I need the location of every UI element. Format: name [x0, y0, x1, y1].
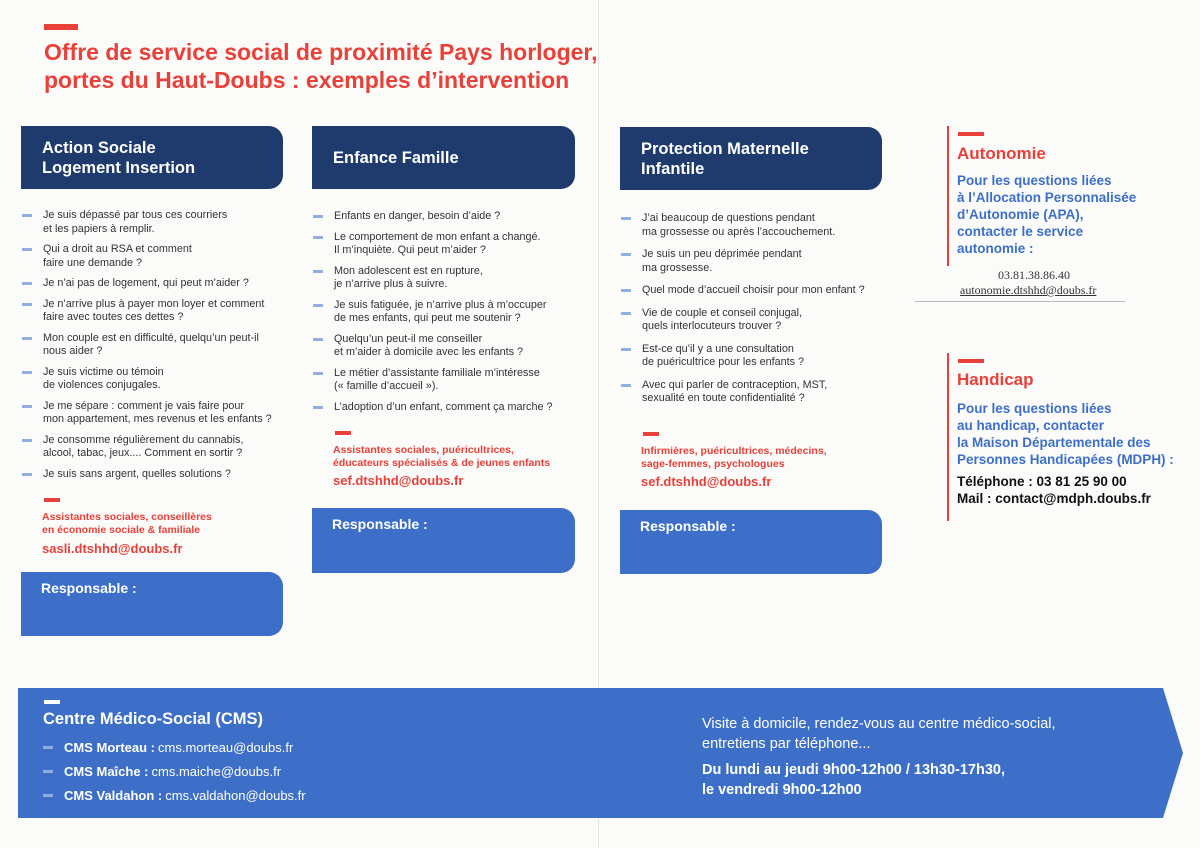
cms-hours: Du lundi au jeudi 9h00-12h00 / 13h30-17h30, le vendredi 9h00-12h00	[702, 762, 1005, 798]
dash-bullet-icon	[621, 289, 631, 292]
email-enfance-famille[interactable]: sef.dtshhd@doubs.fr	[333, 473, 464, 488]
list-item: Je suis sans argent, quelles solutions ?	[22, 468, 292, 482]
dash-bullet-icon	[313, 270, 323, 273]
list-item: Mon adolescent est en rupture, je n’arrive plus à suivre.	[313, 265, 583, 292]
email-action-sociale[interactable]: sasli.dtshhd@doubs.fr	[42, 541, 183, 556]
list-item: Je suis un peu déprimée pendant ma grossesse.	[621, 248, 891, 275]
autonomie-text: Pour les questions liées à l’Allocation Personnalisée d’Autonomie (APA), contacter le service autonomie :	[957, 173, 1137, 256]
header-enfance-famille-label: Enfance Famille	[333, 148, 459, 167]
cms-email[interactable]: cms.valdahon@doubs.fr	[165, 788, 306, 803]
cms-item-morteau	[43, 740, 293, 755]
handicap-mail-label: Mail :	[957, 491, 992, 506]
cms-item-maiche	[43, 764, 281, 779]
handicap-phone: 03 81 25 90 00	[1036, 474, 1127, 489]
autonomie-accent-bar	[958, 132, 984, 136]
dash-bullet-icon	[22, 282, 32, 285]
email-pmi[interactable]: sef.dtshhd@doubs.fr	[641, 474, 772, 489]
dash-bullet-icon	[621, 384, 631, 387]
dash-bullet-icon	[313, 372, 323, 375]
staff-action-sociale: Assistantes sociales, conseillères en économie sociale & familiale	[42, 511, 212, 536]
list-item: Vie de couple et conseil conjugal, quels interlocuteurs trouver ?	[621, 307, 891, 334]
dash-bullet-icon	[621, 348, 631, 351]
list-item: Je suis fatiguée, je n’arrive plus à m’occuper de mes enfants, qui peut me soutenir ?	[313, 299, 583, 326]
list-item: L’adoption d’un enfant, comment ça marche ?	[313, 401, 583, 415]
dash-bullet-icon	[313, 338, 323, 341]
header-action-sociale-label: Action Sociale Logement Insertion	[42, 138, 196, 177]
dash-bullet-icon	[621, 253, 631, 256]
list-enfance-famille	[313, 210, 583, 414]
header-pmi-label: Protection Maternelle Infantile	[641, 139, 809, 178]
list-action-sociale	[22, 209, 292, 481]
responsable-label: Responsable :	[640, 518, 736, 534]
handicap-mail[interactable]: contact@mdph.doubs.fr	[995, 491, 1151, 506]
list-item: Le métier d’assistante familiale m’intéresse (« famille d’accueil »).	[313, 367, 583, 394]
list-item: Quel mode d’accueil choisir pour mon enfant ?	[621, 284, 891, 298]
dash-bullet-icon	[313, 215, 323, 218]
dash-bullet-icon	[621, 312, 631, 315]
handicap-phone-line	[957, 474, 1127, 489]
page-title: Offre de service social de proximité Pays horloger, portes du Haut-Doubs : exemples d’intervention	[44, 39, 598, 93]
list-item: Quelqu’un peut-il me conseiller et m’aider à domicile avec les enfants ?	[313, 333, 583, 360]
staff-accent-bar	[643, 432, 659, 436]
list-item: Avec qui parler de contraception, MST, sexualité en toute confidentialité ?	[621, 379, 891, 406]
cms-item-valdahon	[43, 788, 306, 803]
cms-accent-bar	[44, 700, 60, 704]
title-accent-bar	[44, 24, 78, 30]
dash-bullet-icon	[22, 439, 32, 442]
header-enfance-famille	[312, 126, 575, 189]
responsable-label: Responsable :	[41, 580, 137, 596]
staff-accent-bar	[44, 498, 60, 502]
cms-visit-text: Visite à domicile, rendez-vous au centre médico-social, entretiens par téléphone...	[702, 716, 1056, 752]
dash-bullet-icon	[43, 746, 53, 749]
dash-bullet-icon	[621, 217, 631, 220]
autonomie-phone: 03.81.38.86.40	[998, 268, 1070, 282]
list-item: Je me sépare : comment je vais faire pour mon appartement, mes revenus et les enfants ?	[22, 400, 292, 427]
staff-accent-bar	[335, 431, 351, 435]
dash-bullet-icon	[22, 405, 32, 408]
dash-bullet-icon	[22, 337, 32, 340]
staff-enfance-famille: Assistantes sociales, puéricultrices, éducateurs spécialisés & de jeunes enfants	[333, 444, 551, 469]
responsable-box-enfance-famille	[312, 508, 575, 573]
list-pmi	[621, 212, 891, 406]
list-item: Je n’arrive plus à payer mon loyer et comment faire avec toutes ces dettes ?	[22, 298, 292, 325]
dash-bullet-icon	[43, 794, 53, 797]
cms-email[interactable]: cms.maiche@doubs.fr	[151, 764, 282, 779]
list-item: Je n’ai pas de logement, qui peut m’aider ?	[22, 277, 292, 291]
handicap-accent-bar	[958, 359, 984, 363]
handicap-phone-label: Téléphone :	[957, 474, 1033, 489]
dash-bullet-icon	[22, 248, 32, 251]
list-item: Je suis victime ou témoin de violences conjugales.	[22, 366, 292, 393]
list-item: Je suis dépassé par tous ces courriers et les papiers à remplir.	[22, 209, 292, 236]
header-action-sociale	[21, 126, 283, 189]
cms-name: CMS Maîche :	[64, 764, 149, 779]
staff-pmi: Infirmières, puéricultrices, médecins, sage-femmes, psychologues	[641, 445, 827, 470]
dash-bullet-icon	[22, 214, 32, 217]
list-item: Enfants en danger, besoin d’aide ?	[313, 210, 583, 224]
cms-email[interactable]: cms.morteau@doubs.fr	[158, 740, 294, 755]
handicap-mail-line	[957, 491, 1151, 506]
dash-bullet-icon	[313, 304, 323, 307]
dash-bullet-icon	[313, 406, 323, 409]
list-item: Mon couple est en difficulté, quelqu’un peut-il nous aider ?	[22, 332, 292, 359]
responsable-box-pmi	[620, 510, 882, 574]
autonomie-divider	[915, 301, 1125, 302]
dash-bullet-icon	[313, 236, 323, 239]
cms-name: CMS Morteau :	[64, 740, 155, 755]
cms-title: Centre Médico-Social (CMS)	[43, 710, 264, 728]
dash-bullet-icon	[22, 473, 32, 476]
list-item: J’ai beaucoup de questions pendant ma grossesse ou après l’accouchement.	[621, 212, 891, 239]
handicap-title: Handicap	[957, 370, 1034, 389]
header-pmi	[620, 127, 882, 190]
dash-bullet-icon	[22, 371, 32, 374]
autonomie-email[interactable]: autonomie.dtshhd@doubs.fr	[960, 283, 1097, 297]
list-item: Est-ce qu’il y a une consultation de puéricultrice pour les enfants ?	[621, 343, 891, 370]
handicap-rule	[947, 353, 949, 521]
list-item: Qui a droit au RSA et comment faire une demande ?	[22, 243, 292, 270]
cms-name: CMS Valdahon :	[64, 788, 163, 803]
responsable-box-action-sociale	[21, 572, 283, 636]
list-item: Je consomme régulièrement du cannabis, alcool, tabac, jeux.... Comment en sortir ?	[22, 434, 292, 461]
autonomie-title: Autonomie	[957, 144, 1046, 163]
list-item: Le comportement de mon enfant a changé. Il m’inquiète. Qui peut m’aider ?	[313, 231, 583, 258]
responsable-label: Responsable :	[332, 516, 428, 532]
autonomie-rule	[947, 126, 949, 266]
dash-bullet-icon	[43, 770, 53, 773]
handicap-text: Pour les questions liées au handicap, contacter la Maison Départementale des Personnes Handicapées (MDPH) :	[957, 401, 1174, 467]
dash-bullet-icon	[22, 303, 32, 306]
